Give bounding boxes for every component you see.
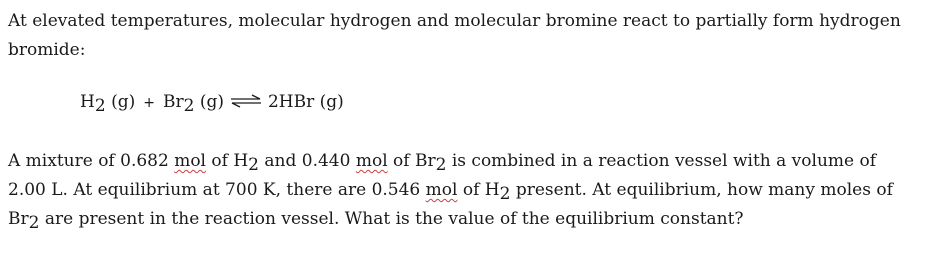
problem-line-1: A mixture of 0.682 mol of H2 and 0.440 mol of Br2 is combined in a reaction vessel with a volume of (8, 151, 877, 175)
intro-paragraph (8, 7, 938, 65)
spellcheck-word-mol: mol (355, 151, 388, 171)
intro-line-2: bromide: (8, 40, 86, 60)
problem-paragraph (8, 147, 938, 234)
reactant-h2-subscript: 2 (94, 96, 106, 116)
reactant-br2-state: (g) (199, 92, 224, 112)
reactant-br2-subscript: 2 (183, 96, 195, 116)
reaction-equation (80, 89, 344, 116)
product-hbr: 2HBr (g) (267, 92, 344, 112)
reactant-h2 (80, 92, 135, 116)
spellcheck-word-mol: mol (425, 180, 458, 200)
reactant-h2-symbol: H (80, 92, 95, 112)
spellcheck-word-mol: mol (174, 151, 206, 171)
reactant-br2 (163, 92, 224, 116)
problem-line-2: 2.00 L. At equilibrium at 700 K, there are 0.546 mol of H2 present. At equilibrium, how many moles of (8, 180, 893, 204)
intro-line-1: At elevated temperatures, molecular hydrogen and molecular bromine react to partially form hydrogen (8, 11, 901, 31)
problem-line-3: Br2 are present in the reaction vessel. What is the value of the equilibrium constant? (8, 209, 744, 233)
reactant-h2-state: (g) (111, 92, 136, 112)
reactant-br2-symbol: Br (162, 92, 184, 112)
plus-sign: + (143, 95, 155, 111)
equilibrium-arrows-icon (230, 90, 262, 116)
